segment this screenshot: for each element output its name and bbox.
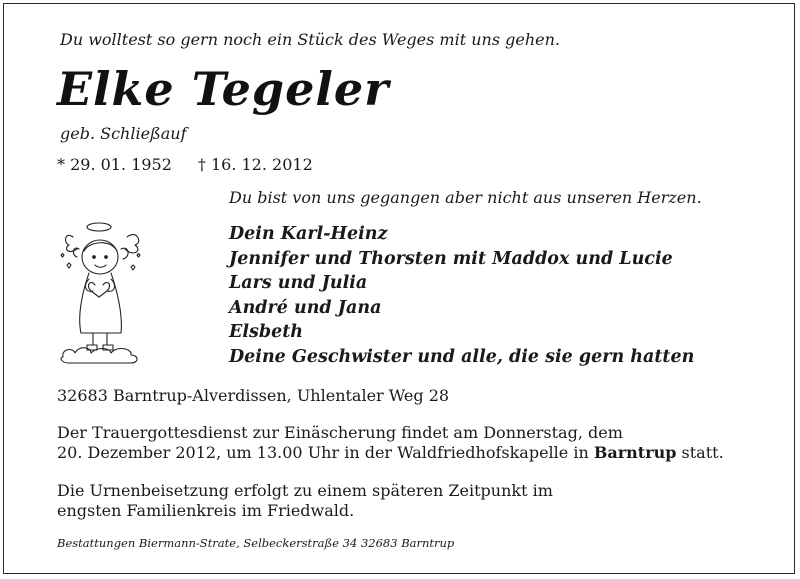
urn-notice <box>57 481 553 520</box>
mourner-line: Lars und Julia <box>229 273 368 294</box>
farewell-quote: Du bist von uns gegangen aber nicht aus unseren Herzen. <box>229 188 702 207</box>
maiden-name: geb. Schließauf <box>60 124 187 143</box>
mourner-line: Jennifer und Thorsten mit Maddox und Lucie <box>229 248 673 269</box>
urn-line-2: engsten Familienkreis im Friedwald. <box>57 500 355 520</box>
angel-illustration <box>53 215 153 365</box>
service-notice <box>57 423 724 462</box>
mourner-line: Deine Geschwister und alle, die sie gern hatten <box>229 346 695 367</box>
service-date-text: 20. Dezember 2012, um 13.00 Uhr in der Waldfriedhofskapelle in <box>57 442 589 462</box>
birth-date: * 29. 01. 1952 <box>57 155 172 174</box>
family-address: 32683 Barntrup-Alverdissen, Uhlentaler Weg 28 <box>57 386 450 405</box>
mourner-line: Dein Karl-Heinz <box>229 224 388 244</box>
death-date: † 16. 12. 2012 <box>197 155 313 174</box>
service-line-2 <box>57 443 724 463</box>
service-suffix: statt. <box>681 442 724 462</box>
mourner-line: André und Jana <box>229 297 382 318</box>
life-dates <box>57 155 313 174</box>
service-place: Barntrup <box>593 442 677 462</box>
urn-line-1: Die Urnenbeisetzung erfolgt zu einem späteren Zeitpunkt im <box>57 481 553 500</box>
undertaker-credit: Bestattungen Biermann-Strate, Selbeckerstraße 34 32683 Barntrup <box>57 536 455 550</box>
service-line-1: Der Trauergottesdienst zur Einäscherung findet am Donnerstag, dem <box>57 423 623 442</box>
motto: Du wolltest so gern noch ein Stück des Weges mit uns gehen. <box>60 30 560 49</box>
mourner-line: Elsbeth <box>229 322 304 343</box>
deceased-name: Elke Tegeler <box>57 62 390 116</box>
mourners-list <box>229 222 694 370</box>
